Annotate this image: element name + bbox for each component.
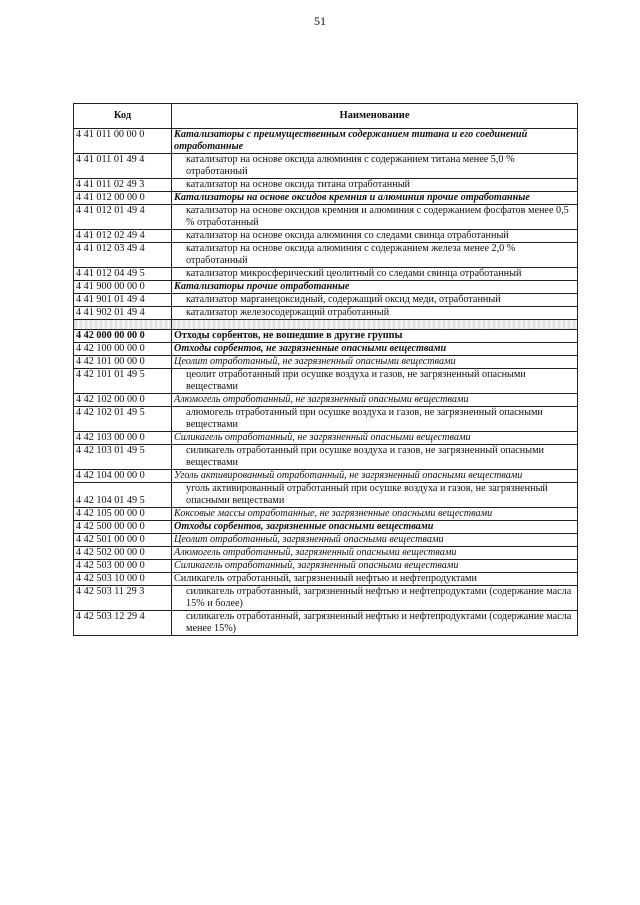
row-name: катализатор железосодержащий отработанный — [172, 307, 578, 320]
table-row — [74, 394, 578, 407]
row-code: 4 41 011 01 49 4 — [74, 154, 172, 179]
table-body — [74, 129, 578, 636]
row-name: катализатор микросферический цеолитный со следами свинца отработанный — [172, 268, 578, 281]
table-row — [74, 586, 578, 611]
row-code: 4 42 104 01 49 5 — [74, 483, 172, 508]
row-code: 4 42 503 11 29 3 — [74, 586, 172, 611]
table-row — [74, 521, 578, 534]
table-row — [74, 307, 578, 320]
row-name: Катализаторы прочие отработанные — [172, 281, 578, 294]
table-row — [74, 508, 578, 521]
table-row — [74, 369, 578, 394]
row-code: 4 42 104 00 00 0 — [74, 470, 172, 483]
table-row — [74, 129, 578, 154]
row-code: 4 41 901 01 49 4 — [74, 294, 172, 307]
row-name: Коксовые массы отработанные, не загрязненные опасными веществами — [172, 508, 578, 521]
table-row — [74, 294, 578, 307]
row-code: 4 42 501 00 00 0 — [74, 534, 172, 547]
row-name: Алюмогель отработанный, загрязненный опасными веществами — [172, 547, 578, 560]
row-name: катализатор на основе оксида алюминия со следами свинца отработанный — [172, 230, 578, 243]
row-code: 4 42 102 00 00 0 — [74, 394, 172, 407]
table-row — [74, 230, 578, 243]
row-name: силикагель отработанный, загрязненный нефтью и нефтепродуктами (содержание масла 15% и более) — [172, 586, 578, 611]
row-code: 4 41 011 00 00 0 — [74, 129, 172, 154]
row-name: катализатор на основе оксидов кремния и алюминия с содержанием фосфатов менее 0,5 % отработанный — [172, 205, 578, 230]
row-code: 4 41 012 03 49 4 — [74, 243, 172, 268]
row-code: 4 42 503 10 00 0 — [74, 573, 172, 586]
table-row — [74, 432, 578, 445]
row-code: 4 42 502 00 00 0 — [74, 547, 172, 560]
table-row — [74, 547, 578, 560]
row-code: 4 41 012 02 49 4 — [74, 230, 172, 243]
row-name: Силикагель отработанный, не загрязненный опасными веществами — [172, 432, 578, 445]
row-name: Отходы сорбентов, загрязненные опасными веществами — [172, 521, 578, 534]
row-name: Алюмогель отработанный, не загрязненный опасными веществами — [172, 394, 578, 407]
row-name: Катализаторы на основе оксидов кремния и алюминия прочие отработанные — [172, 192, 578, 205]
row-code: 4 42 503 00 00 0 — [74, 560, 172, 573]
row-name: катализатор на основе оксида алюминия с содержанием титана менее 5,0 % отработанный — [172, 154, 578, 179]
row-code: 4 41 902 01 49 4 — [74, 307, 172, 320]
row-name: Силикагель отработанный, загрязненный нефтью и нефтепродуктами — [172, 573, 578, 586]
row-name: Цеолит отработанный, не загрязненный опасными веществами — [172, 356, 578, 369]
row-name: Отходы сорбентов, не загрязненные опасными веществами — [172, 343, 578, 356]
table-row — [74, 205, 578, 230]
row-name: катализатор марганецоксидный, содержащий оксид меди, отработанный — [172, 294, 578, 307]
row-code: 4 41 011 02 49 3 — [74, 179, 172, 192]
page-number: 51 — [314, 14, 326, 28]
row-code: 4 42 101 00 00 0 — [74, 356, 172, 369]
table-row — [74, 470, 578, 483]
row-code: 4 42 100 00 00 0 — [74, 343, 172, 356]
row-name: силикагель отработанный при осушке воздуха и газов, не загрязненный опасными веществами — [172, 445, 578, 470]
separator-row — [74, 320, 578, 330]
row-name: Силикагель отработанный, загрязненный опасными веществами — [172, 560, 578, 573]
table-header-row — [74, 104, 578, 129]
table-row — [74, 330, 578, 343]
row-name: алюмогель отработанный при осушке воздуха и газов, не загрязненный опасными веществами — [172, 407, 578, 432]
row-name: катализатор на основе оксида титана отработанный — [172, 179, 578, 192]
column-header-name: Наименование — [172, 104, 578, 129]
row-code: 4 42 101 01 49 5 — [74, 369, 172, 394]
row-name: цеолит отработанный при осушке воздуха и газов, не загрязненный опасными веществами — [172, 369, 578, 394]
row-code: 4 42 500 00 00 0 — [74, 521, 172, 534]
row-name — [172, 320, 578, 330]
row-code: 4 42 503 12 29 4 — [74, 611, 172, 636]
row-code: 4 41 900 00 00 0 — [74, 281, 172, 294]
row-name: Отходы сорбентов, не вошедшие в другие группы — [172, 330, 578, 343]
table-row — [74, 445, 578, 470]
table-row — [74, 268, 578, 281]
table-row — [74, 611, 578, 636]
table-row — [74, 179, 578, 192]
table-row — [74, 281, 578, 294]
row-name: уголь активированный отработанный при осушке воздуха и газов, не загрязненный опасными веществами — [172, 483, 578, 508]
table-row — [74, 560, 578, 573]
table-row — [74, 192, 578, 205]
row-code: 4 41 012 01 49 4 — [74, 205, 172, 230]
column-header-code: Код — [74, 104, 172, 129]
row-code: 4 42 000 00 00 0 — [74, 330, 172, 343]
row-name: Катализаторы с преимущественным содержанием титана и его соединений отработанные — [172, 129, 578, 154]
row-name: катализатор на основе оксида алюминия с содержанием железа менее 2,0 % отработанный — [172, 243, 578, 268]
table-row — [74, 407, 578, 432]
table-row — [74, 356, 578, 369]
row-code: 4 42 105 00 00 0 — [74, 508, 172, 521]
table-row — [74, 483, 578, 508]
row-code — [74, 320, 172, 330]
row-code: 4 41 012 04 49 5 — [74, 268, 172, 281]
row-name: Цеолит отработанный, загрязненный опасными веществами — [172, 534, 578, 547]
row-code: 4 42 103 01 49 5 — [74, 445, 172, 470]
table-row — [74, 243, 578, 268]
row-name: силикагель отработанный, загрязненный нефтью и нефтепродуктами (содержание масла менее 15%) — [172, 611, 578, 636]
row-code: 4 41 012 00 00 0 — [74, 192, 172, 205]
table-row — [74, 573, 578, 586]
table-row — [74, 154, 578, 179]
table-row — [74, 534, 578, 547]
row-code: 4 42 102 01 49 5 — [74, 407, 172, 432]
row-code: 4 42 103 00 00 0 — [74, 432, 172, 445]
waste-code-table — [73, 103, 578, 636]
table-row — [74, 343, 578, 356]
row-name: Уголь активированный отработанный, не загрязненный опасными веществами — [172, 470, 578, 483]
